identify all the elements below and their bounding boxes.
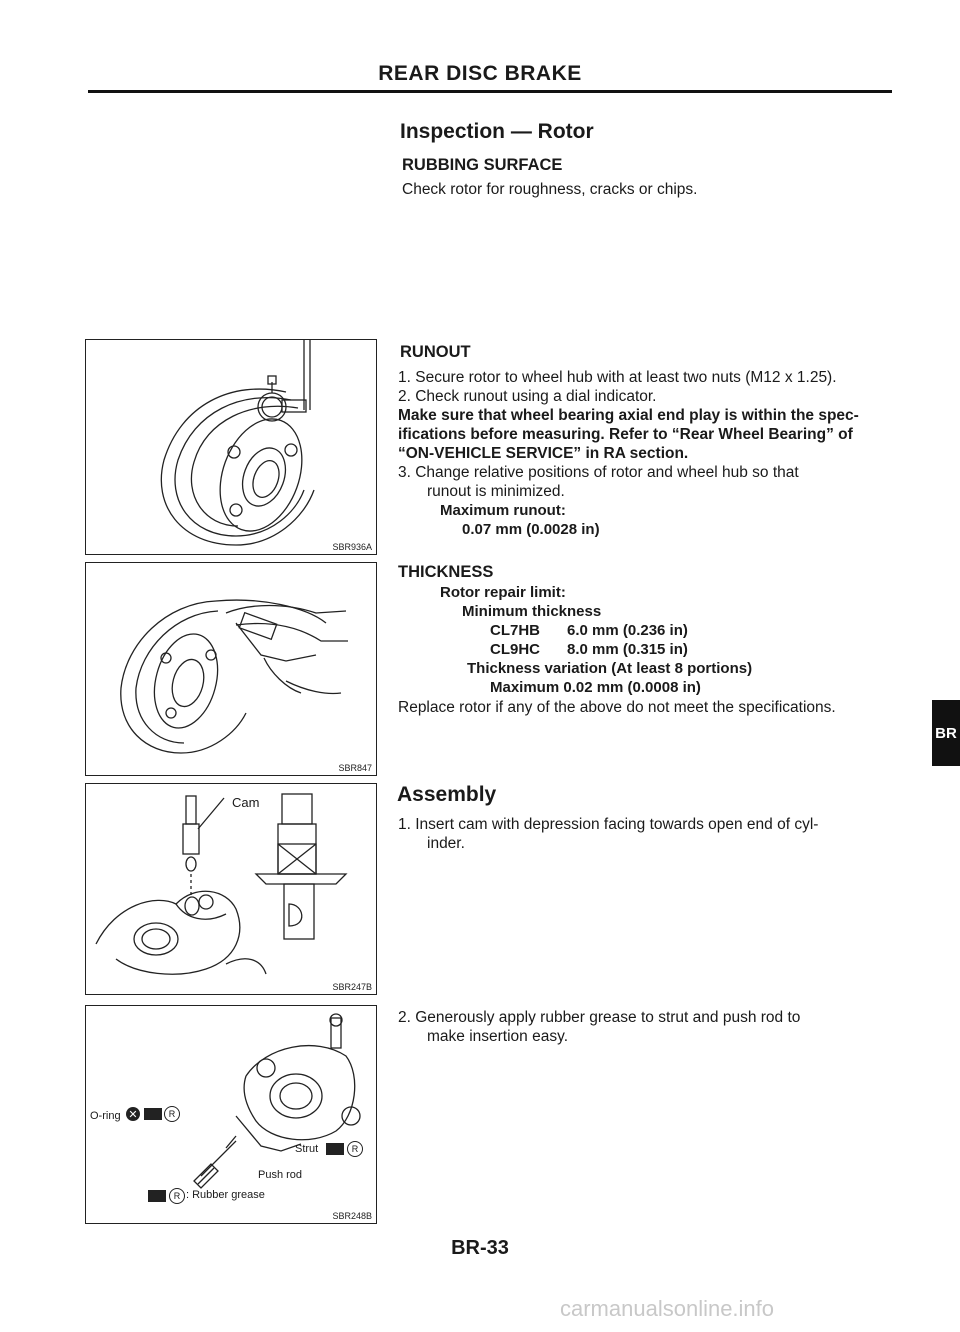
figure-strut-push-rod [85,1005,377,1224]
cl9hc-value: 8.0 mm (0.315 in) [567,641,688,658]
max-runout-label: Maximum runout: [440,502,566,519]
runout-note-line-2: ifications before measuring. Refer to “Rear Wheel Bearing” of [398,426,853,443]
figure-thickness-micrometer [85,562,377,776]
o-ring-label: O-ring [90,1110,121,1122]
cam-label: Cam [232,795,260,810]
assembly-step-1-line-1: 1. Insert cam with depression facing towards open end of cyl- [398,816,819,833]
min-thickness-label: Minimum thickness [462,603,602,620]
rotor-dial-indicator-illustration [86,340,376,554]
runout-note-line-3: “ON-VEHICLE SERVICE” in RA section. [398,445,689,462]
rotor-repair-limit: Rotor repair limit: [440,584,566,601]
inspection-title: Inspection — Rotor [400,120,594,143]
no-reuse-icon: ✕ [126,1107,140,1121]
runout-step-3-line-2: runout is minimized. [427,483,565,500]
push-rod-label: Push rod [258,1169,303,1181]
grease-icon [148,1190,166,1202]
thickness-variation-value: Maximum 0.02 mm (0.0008 in) [490,679,701,696]
rubber-grease-legend: : Rubber grease [186,1189,265,1201]
figure-code: SBR936A [332,542,372,552]
cam-cylinder-illustration [86,784,376,994]
runout-step-3-line-1: 3. Change relative positions of rotor and wheel hub so that [398,464,799,481]
page-number: BR-33 [451,1237,509,1259]
cl7hb-value: 6.0 mm (0.236 in) [567,622,688,639]
figure-code: SBR847 [338,763,372,773]
rotor-micrometer-illustration [86,563,376,775]
rubber-grease-icon: R [164,1106,180,1122]
figure-runout-dial-indicator [85,339,377,555]
runout-step-1: 1. Secure rotor to wheel hub with at least two nuts (M12 x 1.25). [398,369,837,386]
rubbing-surface-text: Check rotor for roughness, cracks or chips. [402,181,698,198]
runout-step-2: 2. Check runout using a dial indicator. [398,388,657,405]
assembly-title: Assembly [397,783,497,806]
assembly-step-1-line-2: inder. [427,835,465,852]
assembly-step-2-line-2: make insertion easy. [427,1028,568,1045]
replace-rotor-text: Replace rotor if any of the above do not meet the specifications. [398,699,836,716]
rubber-grease-icon: R [169,1188,185,1204]
section-tab: BR [932,700,960,766]
rubber-grease-icon: R [347,1141,363,1157]
rubbing-surface-heading: RUBBING SURFACE [402,156,563,174]
grease-icon [326,1143,344,1155]
figure-code: SBR247B [332,982,372,992]
page-header: REAR DISC BRAKE [378,62,582,85]
figure-cam-insertion [85,783,377,995]
runout-heading: RUNOUT [400,343,471,361]
max-runout-value: 0.07 mm (0.0028 in) [462,521,600,538]
header-rule [88,90,892,93]
grease-icon [144,1108,162,1120]
runout-note-line-1: Make sure that wheel bearing axial end play is within the spec- [398,407,859,424]
figure-code: SBR248B [332,1211,372,1221]
assembly-step-2-line-1: 2. Generously apply rubber grease to strut and push rod to [398,1009,801,1026]
cl7hb-label: CL7HB [490,622,541,639]
watermark: carmanualsonline.info [560,1296,775,1321]
thickness-variation-label: Thickness variation (At least 8 portions) [467,660,753,677]
strut-label: Strut [295,1143,319,1155]
thickness-heading: THICKNESS [398,563,494,581]
cl9hc-label: CL9HC [490,641,541,658]
